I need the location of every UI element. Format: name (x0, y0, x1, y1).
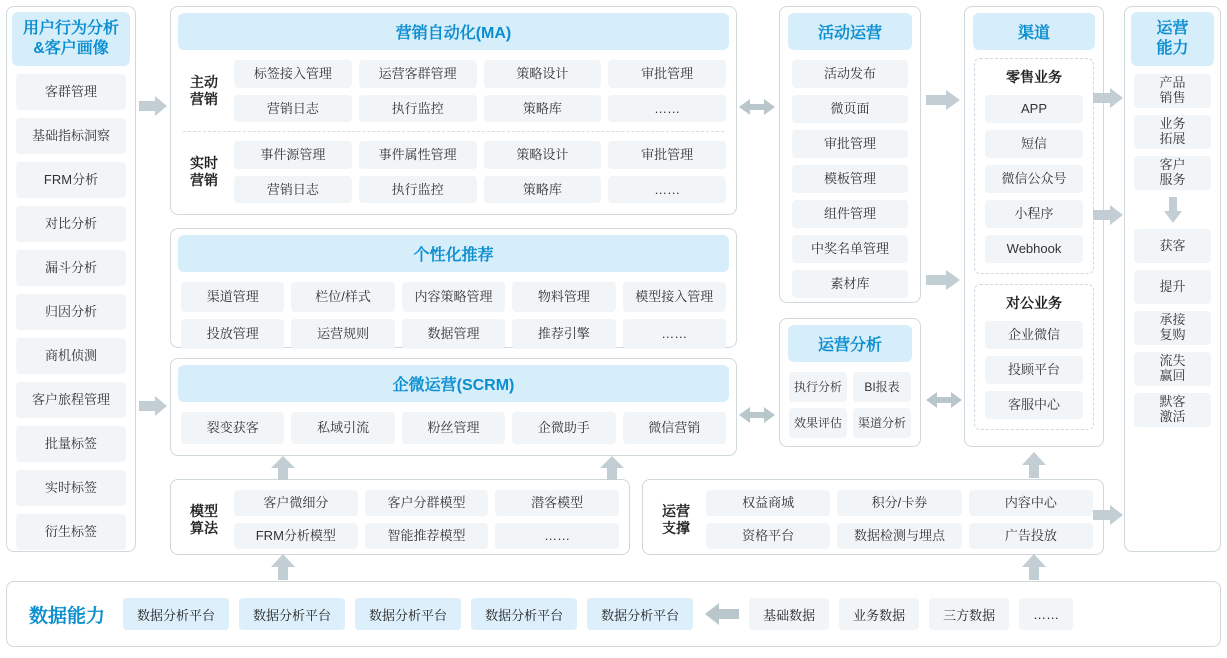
panel-title-user-behavior: 用户行为分析 &客户画像 (12, 12, 130, 66)
sidebar-item-0[interactable]: 客群管理 (16, 74, 126, 110)
scrm-item-4[interactable]: 微信营销 (623, 412, 726, 444)
sidebar-item-2[interactable]: FRM分析 (16, 162, 126, 198)
support-row-label: 运营 支撑 (662, 502, 690, 536)
ma-item-1-5[interactable]: 执行监控 (359, 176, 477, 204)
ma-item-0-7[interactable]: …… (608, 95, 726, 123)
support-item-0[interactable]: 权益商城 (706, 490, 830, 516)
panel-title-analysis: 运营分析 (788, 325, 912, 362)
panel-model-algorithm (170, 479, 630, 555)
panel-title-activity: 活动运营 (788, 13, 912, 50)
scrm-item-0[interactable]: 裂变获客 (181, 412, 284, 444)
ma-item-1-7[interactable]: …… (608, 176, 726, 204)
model-item-3[interactable]: FRM分析模型 (234, 523, 358, 549)
panel-title-recommendation: 个性化推荐 (178, 235, 729, 272)
panel-user-behavior-analysis (6, 6, 136, 552)
panel-data-capability (6, 581, 1221, 647)
arrow-capability-down (1125, 197, 1220, 223)
subpanel-retail-business (974, 58, 1094, 274)
panel-operation-analysis (779, 318, 921, 447)
ma-item-0-5[interactable]: 执行监控 (359, 95, 477, 123)
arrow-channel-capability-top (1093, 88, 1123, 108)
panel-personalized-recommendation (170, 228, 737, 348)
sidebar-item-7[interactable]: 客户旅程管理 (16, 382, 126, 418)
ma-item-0-3[interactable]: 审批管理 (608, 60, 726, 88)
activity-item-4[interactable]: 组件管理 (792, 200, 908, 228)
capability-bottom-item-4[interactable]: 默客 激活 (1134, 393, 1211, 427)
ma-item-1-1[interactable]: 事件属性管理 (359, 141, 477, 169)
sidebar-item-10[interactable]: 衍生标签 (16, 514, 126, 550)
subpanel-corporate-business (974, 284, 1094, 430)
ma-item-1-3[interactable]: 审批管理 (608, 141, 726, 169)
activity-item-2[interactable]: 审批管理 (792, 130, 908, 158)
data-capability-title: 数据能力 (29, 605, 106, 627)
panel-title-channel: 渠道 (973, 13, 1095, 50)
recommendation-item-5[interactable]: 投放管理 (181, 319, 284, 349)
sidebar-item-5[interactable]: 归因分析 (16, 294, 126, 330)
recommendation-item-6[interactable]: 运营规则 (291, 319, 394, 349)
arrow-channel-capability-mid (1093, 205, 1123, 225)
arrow-support-to-channel (1022, 452, 1046, 478)
panel-scrm (170, 358, 737, 456)
ma-item-0-0[interactable]: 标签接入管理 (234, 60, 352, 88)
data-platform-chip-0[interactable]: 数据分析平台 (123, 598, 229, 630)
activity-item-1[interactable]: 微页面 (792, 95, 908, 123)
arrow-support-capability (1093, 505, 1123, 525)
analysis-item-0[interactable]: 执行分析 (789, 372, 847, 402)
divider (183, 131, 724, 132)
arrow-model-to-scrm-2 (600, 456, 624, 480)
support-item-2[interactable]: 内容中心 (969, 490, 1093, 516)
data-platform-chip-4[interactable]: 数据分析平台 (587, 598, 693, 630)
activity-item-0[interactable]: 活动发布 (792, 60, 908, 88)
support-item-4[interactable]: 数据检测与埋点 (837, 523, 961, 549)
arrow-data-to-model (271, 554, 295, 580)
capability-bottom-item-3[interactable]: 流失 赢回 (1134, 352, 1211, 386)
activity-item-5[interactable]: 中奖名单管理 (792, 235, 908, 263)
ma-item-1-4[interactable]: 营销日志 (234, 176, 352, 204)
panel-marketing-automation (170, 6, 737, 215)
recommendation-item-0[interactable]: 渠道管理 (181, 282, 284, 312)
recommendation-item-2[interactable]: 内容策略管理 (402, 282, 505, 312)
panel-title-ma: 营销自动化(MA) (178, 13, 729, 50)
ma-item-1-2[interactable]: 策略设计 (484, 141, 602, 169)
arrow-activity-channel-bottom (926, 270, 960, 290)
panel-activity-operation (779, 6, 921, 303)
ma-item-0-4[interactable]: 营销日志 (234, 95, 352, 123)
capability-top-item-0[interactable]: 产品 销售 (1134, 74, 1211, 108)
data-source-chip-1[interactable]: 业务数据 (839, 598, 919, 630)
arrow-ma-activity (739, 97, 775, 117)
capability-top-item-1[interactable]: 业务 拓展 (1134, 115, 1211, 149)
channel-retail-item-3[interactable]: 小程序 (985, 200, 1083, 228)
support-item-5[interactable]: 广告投放 (969, 523, 1093, 549)
arrow-left-to-ma (138, 95, 168, 117)
subpanel-title-corporate: 对公业务 (1006, 295, 1062, 311)
ma-item-0-2[interactable]: 策略设计 (484, 60, 602, 88)
sidebar-item-4[interactable]: 漏斗分析 (16, 250, 126, 286)
recommendation-item-7[interactable]: 数据管理 (402, 319, 505, 349)
data-source-chip-3[interactable]: …… (1019, 598, 1073, 630)
model-row-label: 模型 算法 (190, 502, 218, 536)
arrow-data-to-support (1022, 554, 1046, 580)
capability-bottom-item-0[interactable]: 获客 (1134, 229, 1211, 263)
ma-item-0-6[interactable]: 策略库 (484, 95, 602, 123)
analysis-item-3[interactable]: 渠道分析 (853, 408, 911, 438)
model-item-4[interactable]: 智能推荐模型 (365, 523, 489, 549)
ma-row-label-0: 主动 营销 (190, 74, 218, 108)
data-source-chip-0[interactable]: 基础数据 (749, 598, 829, 630)
recommendation-item-1[interactable]: 栏位/样式 (291, 282, 394, 312)
arrow-activity-channel-top (926, 90, 960, 110)
data-source-chip-2[interactable]: 三方数据 (929, 598, 1009, 630)
analysis-item-1[interactable]: BI报表 (853, 372, 911, 402)
activity-item-3[interactable]: 模板管理 (792, 165, 908, 193)
ma-item-1-0[interactable]: 事件源管理 (234, 141, 352, 169)
sidebar-item-3[interactable]: 对比分析 (16, 206, 126, 242)
recommendation-item-9[interactable]: …… (623, 319, 726, 349)
arrow-scrm-analysis (739, 405, 775, 425)
arrow-model-to-scrm (271, 456, 295, 480)
ma-row-label-1: 实时 营销 (190, 155, 218, 189)
scrm-item-1[interactable]: 私域引流 (291, 412, 394, 444)
data-platform-chip-3[interactable]: 数据分析平台 (471, 598, 577, 630)
data-platform-chip-1[interactable]: 数据分析平台 (239, 598, 345, 630)
channel-retail-item-1[interactable]: 短信 (985, 130, 1083, 158)
panel-title-scrm: 企微运营(SCRM) (178, 365, 729, 402)
ma-item-1-6[interactable]: 策略库 (484, 176, 602, 204)
capability-bottom-item-1[interactable]: 提升 (1134, 270, 1211, 304)
sidebar-item-9[interactable]: 实时标签 (16, 470, 126, 506)
panel-title-capability: 运营 能力 (1131, 12, 1214, 66)
support-item-3[interactable]: 资格平台 (706, 523, 830, 549)
arrow-data-right-to-left (705, 603, 739, 625)
scrm-item-3[interactable]: 企微助手 (512, 412, 615, 444)
arrow-left-to-scrm (138, 395, 168, 417)
sidebar-item-6[interactable]: 商机侦测 (16, 338, 126, 374)
model-item-2[interactable]: 潜客模型 (495, 490, 619, 516)
channel-corporate-item-2[interactable]: 客服中心 (985, 391, 1083, 419)
channel-retail-item-2[interactable]: 微信公众号 (985, 165, 1083, 193)
analysis-item-2[interactable]: 效果评估 (789, 408, 847, 438)
activity-item-6[interactable]: 素材库 (792, 270, 908, 298)
channel-corporate-item-0[interactable]: 企业微信 (985, 321, 1083, 349)
recommendation-item-4[interactable]: 模型接入管理 (623, 282, 726, 312)
support-item-1[interactable]: 积分/卡券 (837, 490, 961, 516)
sidebar-item-1[interactable]: 基础指标洞察 (16, 118, 126, 154)
ma-item-0-1[interactable]: 运营客群管理 (359, 60, 477, 88)
channel-retail-item-4[interactable]: Webhook (985, 235, 1083, 263)
recommendation-item-3[interactable]: 物料管理 (512, 282, 615, 312)
panel-operation-support (642, 479, 1104, 555)
subpanel-title-retail: 零售业务 (1006, 69, 1062, 85)
channel-corporate-item-1[interactable]: 投顾平台 (985, 356, 1083, 384)
panel-channel (964, 6, 1104, 447)
capability-bottom-item-2[interactable]: 承接 复购 (1134, 311, 1211, 345)
arrow-analysis-channel (926, 390, 962, 410)
sidebar-item-8[interactable]: 批量标签 (16, 426, 126, 462)
recommendation-item-8[interactable]: 推荐引擎 (512, 319, 615, 349)
model-item-0[interactable]: 客户微细分 (234, 490, 358, 516)
channel-retail-item-0[interactable]: APP (985, 95, 1083, 123)
data-platform-chip-2[interactable]: 数据分析平台 (355, 598, 461, 630)
model-item-5[interactable]: …… (495, 523, 619, 549)
model-item-1[interactable]: 客户分群模型 (365, 490, 489, 516)
scrm-item-2[interactable]: 粉丝管理 (402, 412, 505, 444)
panel-operation-capability (1124, 6, 1221, 552)
capability-top-item-2[interactable]: 客户 服务 (1134, 156, 1211, 190)
